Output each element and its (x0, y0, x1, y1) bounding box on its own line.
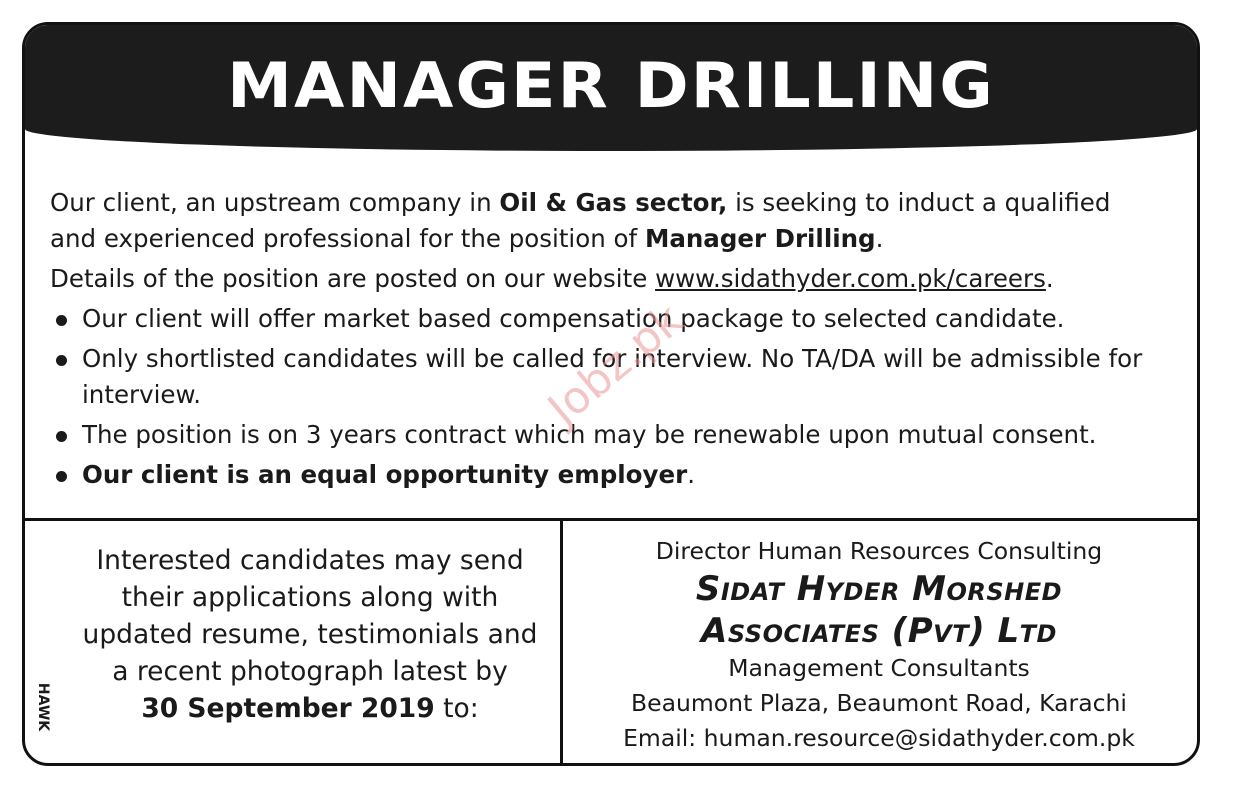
application-instructions (65, 542, 555, 727)
list-item (50, 417, 1190, 453)
bullet-icon (56, 315, 67, 326)
ad-body (50, 185, 1190, 497)
bullet-text-bold: Our client is an equal opportunity employer (82, 460, 688, 489)
list-item (50, 341, 1190, 413)
agency-mark-text: HAWK (35, 682, 52, 732)
contact-designation: Director Human Resources Consulting (655, 537, 1103, 565)
bullet-list (50, 301, 1190, 493)
bullet-text: The position is on 3 years contract which may be renewable upon mutual consent. (82, 420, 1097, 449)
bullet-text: Our client will offer market based compensation package to selected candidate. (82, 304, 1065, 333)
company-name-line1: Sidat Hyder Morshed (695, 569, 1063, 609)
list-item (50, 457, 1190, 493)
horizontal-divider (25, 518, 1197, 521)
deadline-line (65, 690, 555, 727)
details-text: Details of the position are posted on our website (50, 264, 656, 293)
intro-text-3: and experienced professional for the position of (50, 224, 645, 253)
intro-text-2: is seeking to induct a qualified (727, 188, 1111, 217)
deadline-suffix: to: (434, 693, 479, 724)
deadline-date: 30 September 2019 (141, 693, 435, 724)
header-banner (25, 25, 1197, 151)
careers-link[interactable]: www.sidathyder.com.pk/careers (655, 264, 1046, 293)
page-title: MANAGER DRILLING (227, 49, 995, 122)
ad-frame (22, 22, 1200, 766)
bullet-icon (56, 355, 67, 366)
company-address: Beaumont Plaza, Beaumont Road, Karachi (631, 689, 1127, 717)
apply-line: their applications along with (121, 582, 499, 613)
intro-text: Our client, an upstream company in (50, 188, 500, 217)
sector-text: Oil & Gas sector, (499, 188, 728, 217)
bullet-text: Only shortlisted candidates will be called for interview. No TA/DA will be admissible for interview. (82, 344, 1143, 409)
watermark: Jobz.pk (538, 294, 693, 436)
details-paragraph (50, 261, 1190, 297)
vertical-divider (560, 518, 563, 766)
apply-line: a recent photograph latest by (112, 656, 508, 687)
agency-mark (33, 682, 55, 735)
apply-line: updated resume, testimonials and (82, 619, 538, 650)
intro-text-4: . (875, 224, 884, 253)
apply-line: Interested candidates may send (96, 545, 524, 576)
company-name (573, 568, 1185, 652)
bullet-suffix: . (687, 460, 695, 489)
bullet-icon (56, 471, 67, 482)
bullet-icon (56, 431, 67, 442)
company-tagline: Management Consultants (728, 654, 1030, 682)
contact-info (573, 535, 1185, 755)
company-name-line2: Associates (Pvt) Ltd (701, 611, 1057, 651)
position-text: Manager Drilling (644, 224, 876, 253)
intro-paragraph (50, 185, 1190, 257)
details-suffix: . (1045, 264, 1054, 293)
contact-email[interactable]: Email: human.resource@sidathyder.com.pk (623, 724, 1135, 752)
list-item (50, 301, 1190, 337)
